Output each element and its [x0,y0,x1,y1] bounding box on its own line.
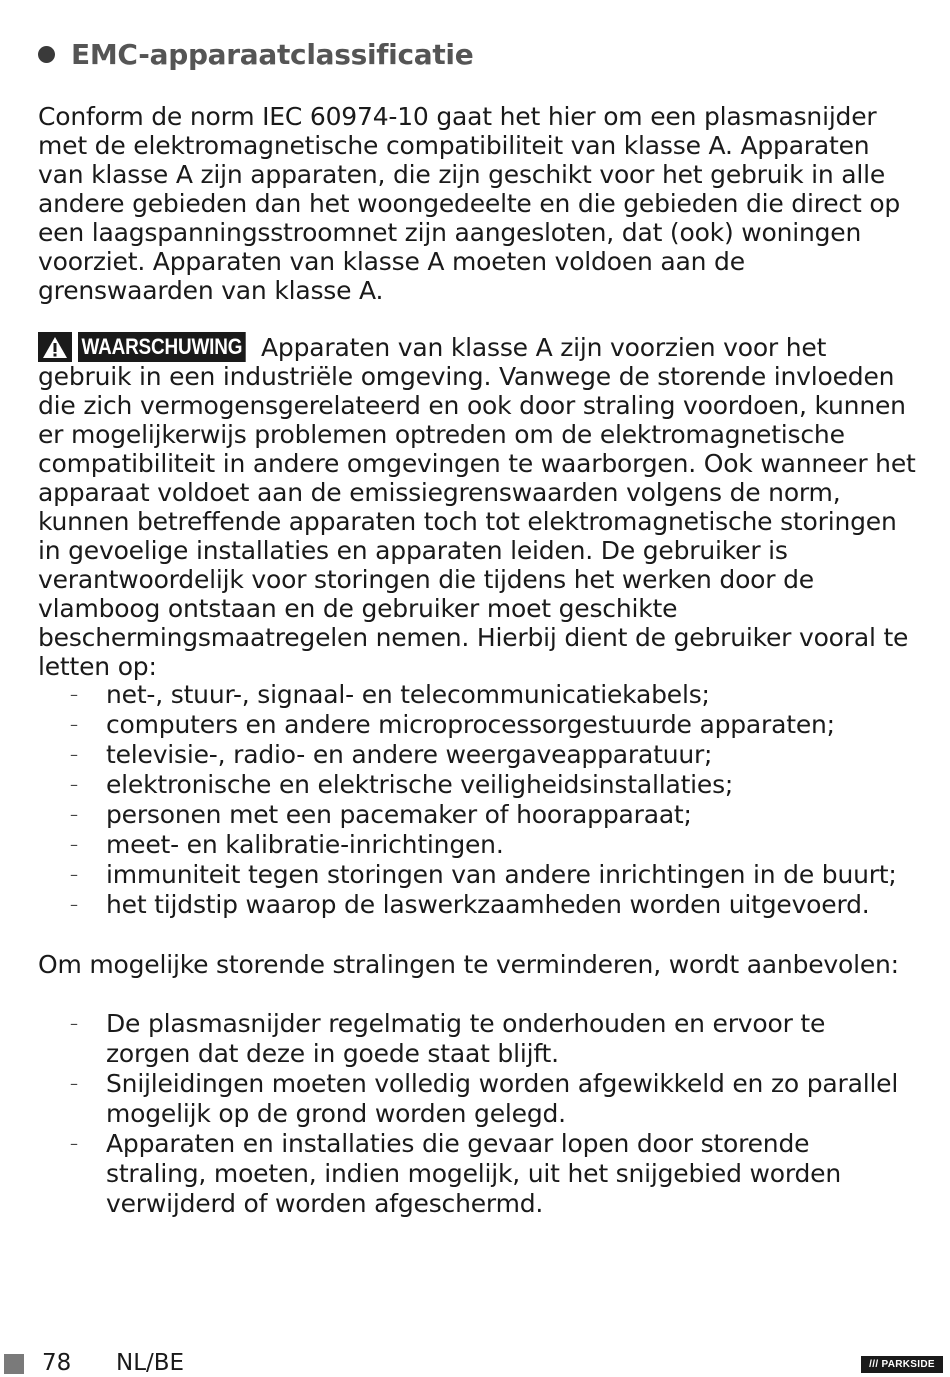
list-item [38,860,916,890]
list-dash-icon: – [70,835,78,854]
warning-word: WAARSCHUWING [78,332,246,362]
recommendation-intro: Om mogelijke storende stralingen te verminderen, wordt aanbevolen: [38,950,899,979]
list-item [38,1069,916,1129]
list-dash-icon: – [70,685,78,704]
page-number: 78 [42,1350,72,1376]
list-dash-icon: – [70,805,78,824]
list-item-text: het tijdstip waarop de laswerkzaamheden worden uitgevoerd. [106,890,870,919]
warning-triangle-icon [38,332,72,362]
intro-paragraph: Conform de norm IEC 60974-10 gaat het hier om een plasmasnijder met de elektromagnetische compatibiliteit van klasse A. Apparaten van klasse A zijn apparaten, die zijn geschikt voor het gebruik in alle andere gebieden dan het woongedeelte en die gebieden die direct op een laagspanningsstroomnet zijn aangesloten, dat (ook) woningen voorziet. Apparaten van klasse A moeten voldoen aan de grenswaarden van klasse A. [38,102,901,305]
list-item [38,680,916,710]
list-item-text: elektronische en elektrische veiligheidsinstallaties; [106,770,734,799]
list-item [38,830,916,860]
list-dash-icon: – [70,865,78,884]
list-dash-icon: – [70,895,78,914]
list-item [38,1129,916,1219]
list-dash-icon: – [70,1074,78,1093]
list-item-text: meet- en kalibratie-inrichtingen. [106,830,504,859]
list-item-text: televisie-, radio- en andere weergaveapparatuur; [106,740,713,769]
section-heading [38,38,473,71]
interference-list [38,680,916,920]
list-dash-icon: – [70,745,78,764]
list-dash-icon: – [70,1134,78,1153]
list-item [38,800,916,830]
list-item [38,770,916,800]
list-item [38,710,916,740]
list-item [38,740,916,770]
heading-bullet-icon [38,46,55,63]
list-item [38,890,916,920]
list-item-text: De plasmasnijder regelmatig te onderhouden en ervoor te zorgen dat deze in goede staat blijft. [106,1009,826,1068]
list-item-text: Apparaten en installaties die gevaar lopen door storende straling, moeten, indien mogelijk, uit het snijgebied worden verwijderd of worden afgeschermd. [106,1129,841,1218]
list-item-text: Snijleidingen moeten volledig worden afgewikkeld en zo parallel mogelijk op de grond worden gelegd. [106,1069,899,1128]
list-item [38,1009,916,1069]
list-item-text: net-, stuur-, signaal- en telecommunicatiekabels; [106,680,710,709]
footer-square-icon [4,1354,24,1374]
list-item-text: computers en andere microprocessorgestuurde apparaten; [106,710,835,739]
list-dash-icon: – [70,1014,78,1033]
language-code: NL/BE [116,1350,185,1376]
recommendation-list [38,1009,916,1219]
list-dash-icon: – [70,775,78,794]
section-title: EMC-apparaatclassificatie [71,38,474,71]
warning-paragraph [38,332,916,681]
page-footer [0,1348,950,1377]
warning-text: Apparaten van klasse A zijn voorzien voor het gebruik in een industriële omgeving. Vanwege de storende invloeden die zich vermogensgerelateerd en ook door straling voordoen, kunnen er mogelijkerwijs problemen optreden om de elektromagnetische compatibiliteit in andere omgevingen te waarborgen. Ook wanneer het apparaat voldoet aan de emissiegrenswaarden volgens de norm, kunnen betreffende apparaten toch tot elektromagnetische storingen in gevoelige installaties en apparaten leiden. De gebruiker is verantwoordelijk voor storingen die tijdens het werken door de vlamboog ontstaan en de gebruiker moet geschikte beschermingsmaatregelen nemen. Hierbij dient de gebruiker vooral te letten op: [38,333,916,681]
list-item-text: personen met een pacemaker of hoorapparaat; [106,800,692,829]
list-dash-icon: – [70,715,78,734]
brand-logo: /// PARKSIDE [861,1356,943,1373]
warning-label [38,332,249,362]
list-item-text: immuniteit tegen storingen van andere inrichtingen in de buurt; [106,860,897,889]
